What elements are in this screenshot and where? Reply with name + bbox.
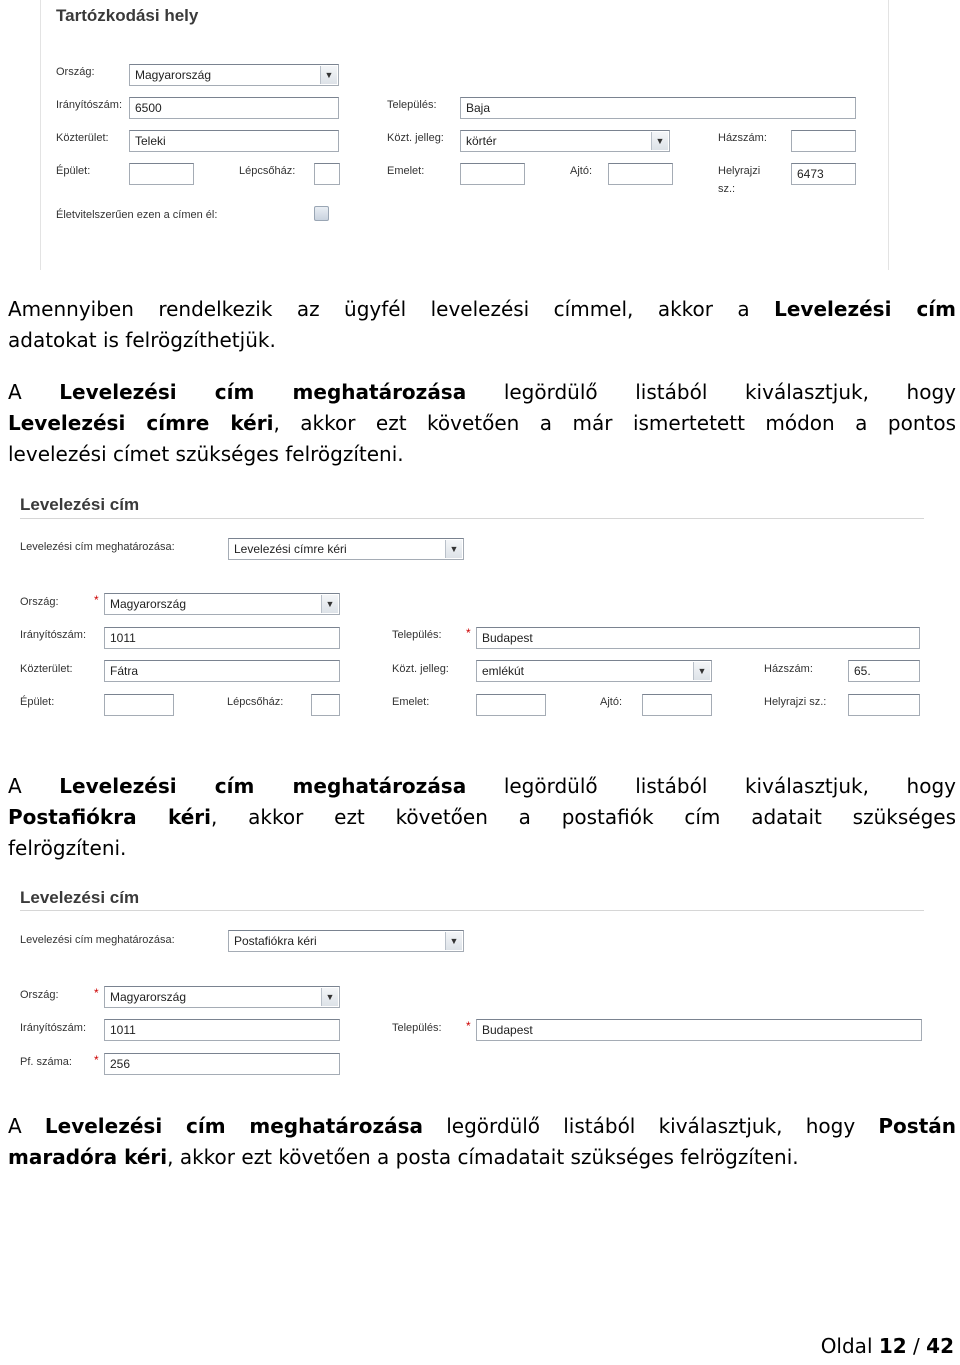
required-marker: * xyxy=(466,626,471,640)
street-label: Közterület: xyxy=(56,132,109,144)
street-type-label: Közt. jelleg: xyxy=(387,132,444,144)
city-label: Település: xyxy=(392,629,442,641)
required-marker: * xyxy=(94,986,99,1000)
country-label: Ország: xyxy=(20,989,59,1001)
zip-input[interactable]: 6500 xyxy=(129,97,339,119)
chevron-down-icon: ▼ xyxy=(320,66,337,84)
heading-divider xyxy=(20,910,924,911)
paragraph-3 xyxy=(8,771,956,864)
street-label: Közterület: xyxy=(20,663,73,675)
city-input[interactable]: Budapest xyxy=(476,1019,922,1041)
zip-input[interactable]: 1011 xyxy=(104,627,340,649)
address-type-label: Levelezési cím meghatározása: xyxy=(20,934,175,946)
po-box-number-input[interactable]: 256 xyxy=(104,1053,340,1075)
frame-left-border xyxy=(40,0,41,270)
staircase-label: Lépcsőház: xyxy=(239,165,296,177)
address-type-select[interactable]: Levelezési címre kéri ▼ xyxy=(228,538,464,560)
street-input[interactable]: Teleki xyxy=(129,130,339,152)
staircase-input[interactable] xyxy=(314,163,340,185)
paragraph-1-line-2: adatokat is felrögzíthetjük. xyxy=(8,328,276,352)
floor-label: Emelet: xyxy=(387,165,425,177)
street-type-select[interactable]: emlékút ▼ xyxy=(476,660,712,682)
required-marker: * xyxy=(466,1019,471,1033)
required-marker: * xyxy=(94,593,99,607)
residence-form-screenshot xyxy=(22,0,912,270)
zip-label: Irányítószám: xyxy=(56,99,123,111)
country-select[interactable]: Magyarország ▼ xyxy=(129,64,339,86)
chevron-down-icon: ▼ xyxy=(321,595,338,613)
building-input[interactable] xyxy=(129,163,194,185)
paragraph-2 xyxy=(8,377,956,470)
street-input[interactable]: Fátra xyxy=(104,660,340,682)
city-label: Település: xyxy=(392,1022,442,1034)
required-marker: * xyxy=(94,1053,99,1067)
paragraph-3-line-3: felrögzíteni. xyxy=(8,836,127,860)
paragraph-4-line-1: A Levelezési cím meghatározása legördülő listából kiválasztjuk, hogy Postán xyxy=(8,1114,956,1138)
street-type-select[interactable]: körtér ▼ xyxy=(460,130,670,152)
chevron-down-icon: ▼ xyxy=(651,132,668,150)
parcel-number-label: Helyrajzi xyxy=(718,165,761,177)
chevron-down-icon: ▼ xyxy=(321,988,338,1006)
street-type-label: Közt. jelleg: xyxy=(392,663,449,675)
lives-here-checkbox[interactable] xyxy=(314,206,329,221)
paragraph-4-line-2: maradóra kéri, akkor ezt követően a posta címadatait szükséges felrögzíteni. xyxy=(8,1145,799,1169)
city-label: Település: xyxy=(387,99,437,111)
zip-input[interactable]: 1011 xyxy=(104,1019,340,1041)
city-input[interactable]: Budapest xyxy=(476,627,920,649)
lives-here-label: Életvitelszerűen ezen a címen él: xyxy=(56,209,218,221)
country-select[interactable]: Magyarország ▼ xyxy=(104,593,340,615)
section-heading: Levelezési cím xyxy=(20,495,140,514)
section-heading: Tartózkodási hely xyxy=(56,6,199,25)
staircase-label: Lépcsőház: xyxy=(227,696,284,708)
country-label: Ország: xyxy=(56,66,95,78)
paragraph-1-line-1: Amennyiben rendelkezik az ügyfél levelezési címmel, akkor a Levelezési cím xyxy=(8,297,957,321)
chevron-down-icon: ▼ xyxy=(693,662,710,680)
house-number-input[interactable]: 65. xyxy=(848,660,920,682)
parcel-number-input[interactable]: 6473 xyxy=(791,163,856,185)
door-input[interactable] xyxy=(608,163,673,185)
country-label: Ország: xyxy=(20,596,59,608)
country-select[interactable]: Magyarország ▼ xyxy=(104,986,340,1008)
floor-label: Emelet: xyxy=(392,696,430,708)
paragraph-2-line-1: A Levelezési cím meghatározása legördülő listából kiválasztjuk, hogy xyxy=(8,380,956,404)
house-number-label: Házszám: xyxy=(764,663,813,675)
chevron-down-icon: ▼ xyxy=(445,540,462,558)
frame-right-border xyxy=(888,0,889,270)
paragraph-3-line-2: Postafiókra kéri, akkor ezt követően a postafiók cím adatait szükséges xyxy=(8,805,957,829)
paragraph-4 xyxy=(8,1111,956,1173)
building-label: Épület: xyxy=(20,696,55,708)
door-label: Ajtó: xyxy=(600,696,623,708)
section-heading: Levelezési cím xyxy=(20,888,140,907)
city-input[interactable]: Baja xyxy=(460,97,856,119)
heading-divider xyxy=(20,518,924,519)
house-number-input[interactable] xyxy=(791,130,856,152)
parcel-number-label: Helyrajzi sz.: xyxy=(764,696,827,708)
floor-input[interactable] xyxy=(460,163,525,185)
zip-label: Irányítószám: xyxy=(20,1022,87,1034)
paragraph-1 xyxy=(8,294,956,356)
paragraph-3-line-1: A Levelezési cím meghatározása legördülő listából kiválasztjuk, hogy xyxy=(8,774,956,798)
po-box-number-label: Pf. száma: xyxy=(20,1056,72,1068)
door-input[interactable] xyxy=(642,694,712,716)
parcel-number-label-2: sz.: xyxy=(718,183,736,195)
building-label: Épület: xyxy=(56,165,91,177)
mailing-address-form-screenshot xyxy=(12,490,927,722)
door-label: Ajtó: xyxy=(570,165,593,177)
staircase-input[interactable] xyxy=(311,694,340,716)
building-input[interactable] xyxy=(104,694,174,716)
page-number: Oldal 12 / 42 xyxy=(820,1334,954,1358)
zip-label: Irányítószám: xyxy=(20,629,87,641)
chevron-down-icon: ▼ xyxy=(445,932,462,950)
po-box-form-screenshot xyxy=(12,882,927,1082)
house-number-label: Házszám: xyxy=(718,132,767,144)
address-type-select[interactable]: Postafiókra kéri ▼ xyxy=(228,930,464,952)
parcel-number-input[interactable] xyxy=(848,694,920,716)
paragraph-2-line-3: levelezési címet szükséges felrögzíteni. xyxy=(8,442,404,466)
floor-input[interactable] xyxy=(476,694,546,716)
paragraph-2-line-2: Levelezési címre kéri, akkor ezt követően a már ismertetett módon a pontos xyxy=(8,411,956,435)
address-type-label: Levelezési cím meghatározása: xyxy=(20,541,175,553)
